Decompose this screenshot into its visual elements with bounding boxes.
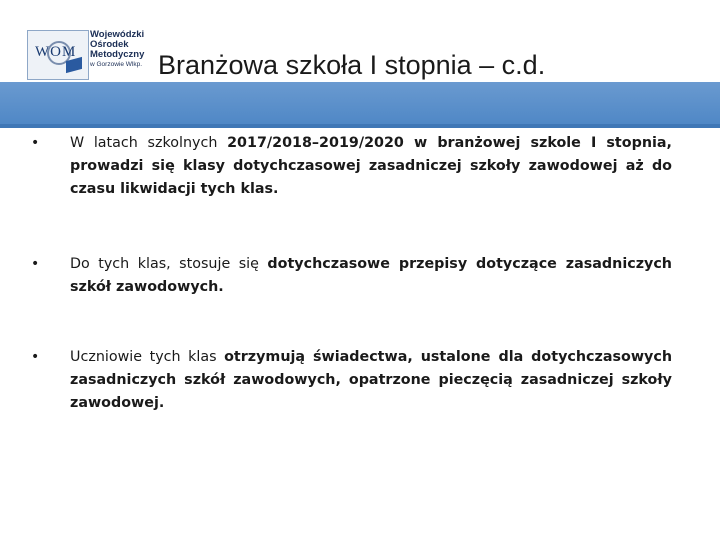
- bullet-dot-icon: •: [31, 349, 40, 365]
- bullet-item: [30, 132, 672, 201]
- bullet-text-bold: 2017/2018–2019/2020 w branżowej szkole I stopnia, prowadzi się klasy dotychczasowej zasadniczej szkoły zawodowej aż do czasu likwidacji tych klas.: [70, 135, 672, 197]
- book-icon: [66, 57, 82, 73]
- bullet-dot-icon: •: [31, 256, 40, 272]
- bullet-dot-icon: •: [31, 135, 40, 151]
- logo-line-2: Ośrodek: [90, 39, 129, 50]
- bullet-item: [30, 253, 672, 299]
- header-shade: [0, 124, 720, 128]
- header-band: [0, 82, 720, 128]
- slide-title: Branżowa szkoła I stopnia – c.d.: [158, 50, 546, 80]
- wom-logo: [27, 30, 157, 78]
- logo-line-3: Metodyczny: [90, 49, 145, 60]
- bullet-item: [30, 346, 672, 415]
- logo-text: [90, 30, 144, 69]
- bullet-text-regular: W latach szkolnych: [70, 135, 228, 151]
- bullet-text-bold: otrzymują świadectwa, ustalone dla dotychczasowych zasadniczych szkół zawodowych, opatrzone pieczęcią zasadniczej szkoły zawodowej.: [70, 349, 673, 411]
- bullet-text-bold: dotychczasowe przepisy dotyczące zasadniczych szkół zawodowych.: [70, 256, 672, 295]
- logo-line-1: Wojewódzki: [90, 29, 145, 40]
- bullet-text-regular: Do tych klas, stosuje się: [70, 256, 268, 272]
- bullet-text-regular: Uczniowie tych klas: [70, 349, 225, 365]
- logo-line-4: w Gorzowie Wlkp.: [90, 61, 143, 68]
- wom-logo-mark: [27, 30, 89, 80]
- logo-mark-text: WOM: [35, 44, 77, 60]
